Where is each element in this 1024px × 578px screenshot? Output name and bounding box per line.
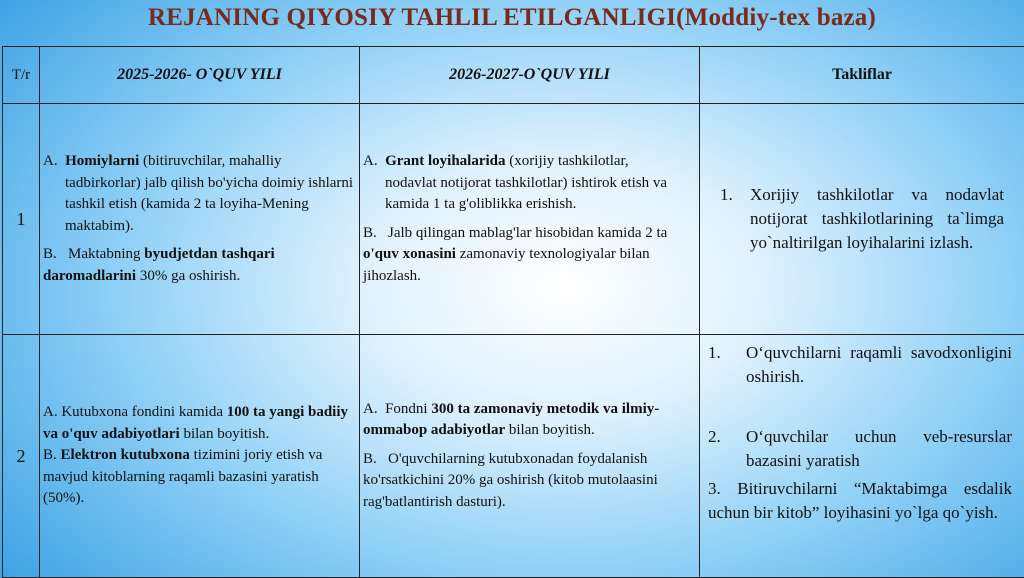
- list-item: 1. Xorijiy tashkilotlar va nodavlat notijorat tashkilotlarining ta`limga yo`naltirilgan loyihalarini izlash.: [720, 183, 1004, 255]
- list-item: 1. O‘quvchilarni raqamli savodxonligini oshirish.: [708, 341, 1012, 389]
- header-2026-2027: 2026-2027-O`QUV YILI: [360, 47, 700, 104]
- row2-takliflar: [700, 335, 1024, 578]
- row1-col1: A. Homiylarni (bitiruvchilar, mahalliy tadbirkorlar) jalb qilish bo'yicha doimiy ishlarni tashkil etish (kamida 2 ta loyiha-Mening maktabim). B. Maktabning byudjetdan tashqari daromadlarini 30% ga oshirish.: [40, 104, 360, 335]
- table-row: [3, 104, 1024, 335]
- table-row: [3, 335, 1024, 578]
- slide-title: REJANING QIYOSIY TAHLIL ETILGANLIGI(Moddiy-tex baza): [0, 4, 1024, 32]
- row-number: 2: [3, 335, 40, 578]
- row2-col1: A. Kutubxona fondini kamida 100 ta yangi badiiy va o'quv adabiyotlari bilan boyitish. B. Elektron kutubxona tizimini joriy etish va mavjud kitoblarning raqamli bazasini yaratish (50%).: [40, 335, 360, 578]
- row-number: 1: [3, 104, 40, 335]
- list-item: 3. Bitiruvchilarni “Maktabimga esdalik uchun bir kitob” loyihasini yo`lga qo`yish.: [708, 477, 1012, 525]
- header-2025-2026: 2025-2026- O`QUV YILI: [40, 47, 360, 104]
- header-takliflar: Takliflar: [700, 47, 1024, 104]
- header-row: [3, 47, 1024, 104]
- row1-takliflar: [700, 104, 1024, 335]
- header-num: T/r: [3, 47, 40, 104]
- row1-col2: A. Grant loyihalarida (xorijiy tashkilotlar, nodavlat notijorat tashkilotlar) ishtirok etish va kamida 1 ta g'oliblikka erishish. B. Jalb qilingan mablag'lar hisobidan kamida 2 ta o'quv xonasini zamonaviy texnologiyalar bilan jihozlash.: [360, 104, 700, 335]
- comparison-table: [2, 46, 1024, 578]
- row2-col2: A. Fondni 300 ta zamonaviy metodik va ilmiy-ommabop adabiyotlar bilan boyitish. B. O'quvchilarning kutubxonadan foydalanish ko'rsatkichini 20% ga oshirish (kitob mutolaasini rag'batlantirish dasturi).: [360, 335, 700, 578]
- list-item: 2. O‘quvchilar uchun veb-resurslar bazasini yaratish: [708, 425, 1012, 473]
